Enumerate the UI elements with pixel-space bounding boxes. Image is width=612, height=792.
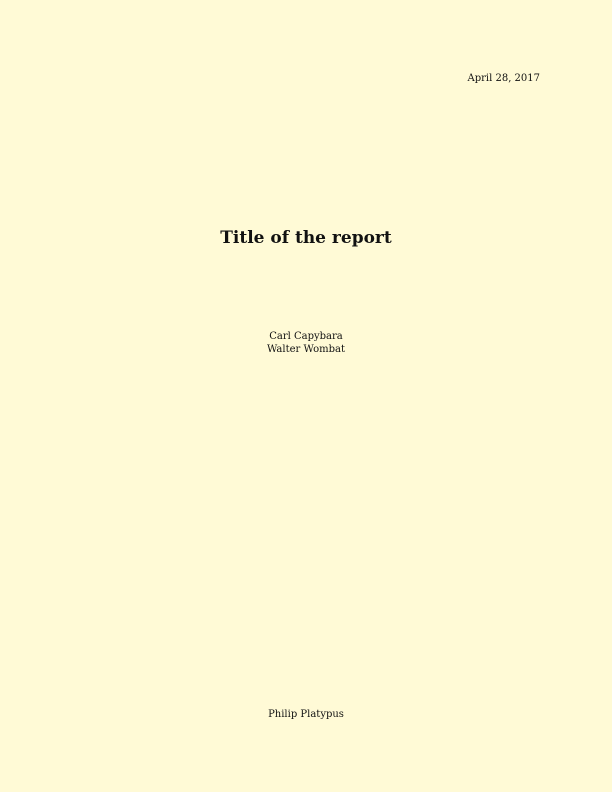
author-name: Carl Capybara [269, 331, 343, 342]
report-date: April 28, 2017 [467, 73, 540, 84]
author-list [0, 331, 612, 356]
report-title: Title of the report [220, 228, 392, 248]
author-name: Walter Wombat [267, 343, 345, 355]
supervisor-name: Philip Platypus [268, 709, 344, 720]
